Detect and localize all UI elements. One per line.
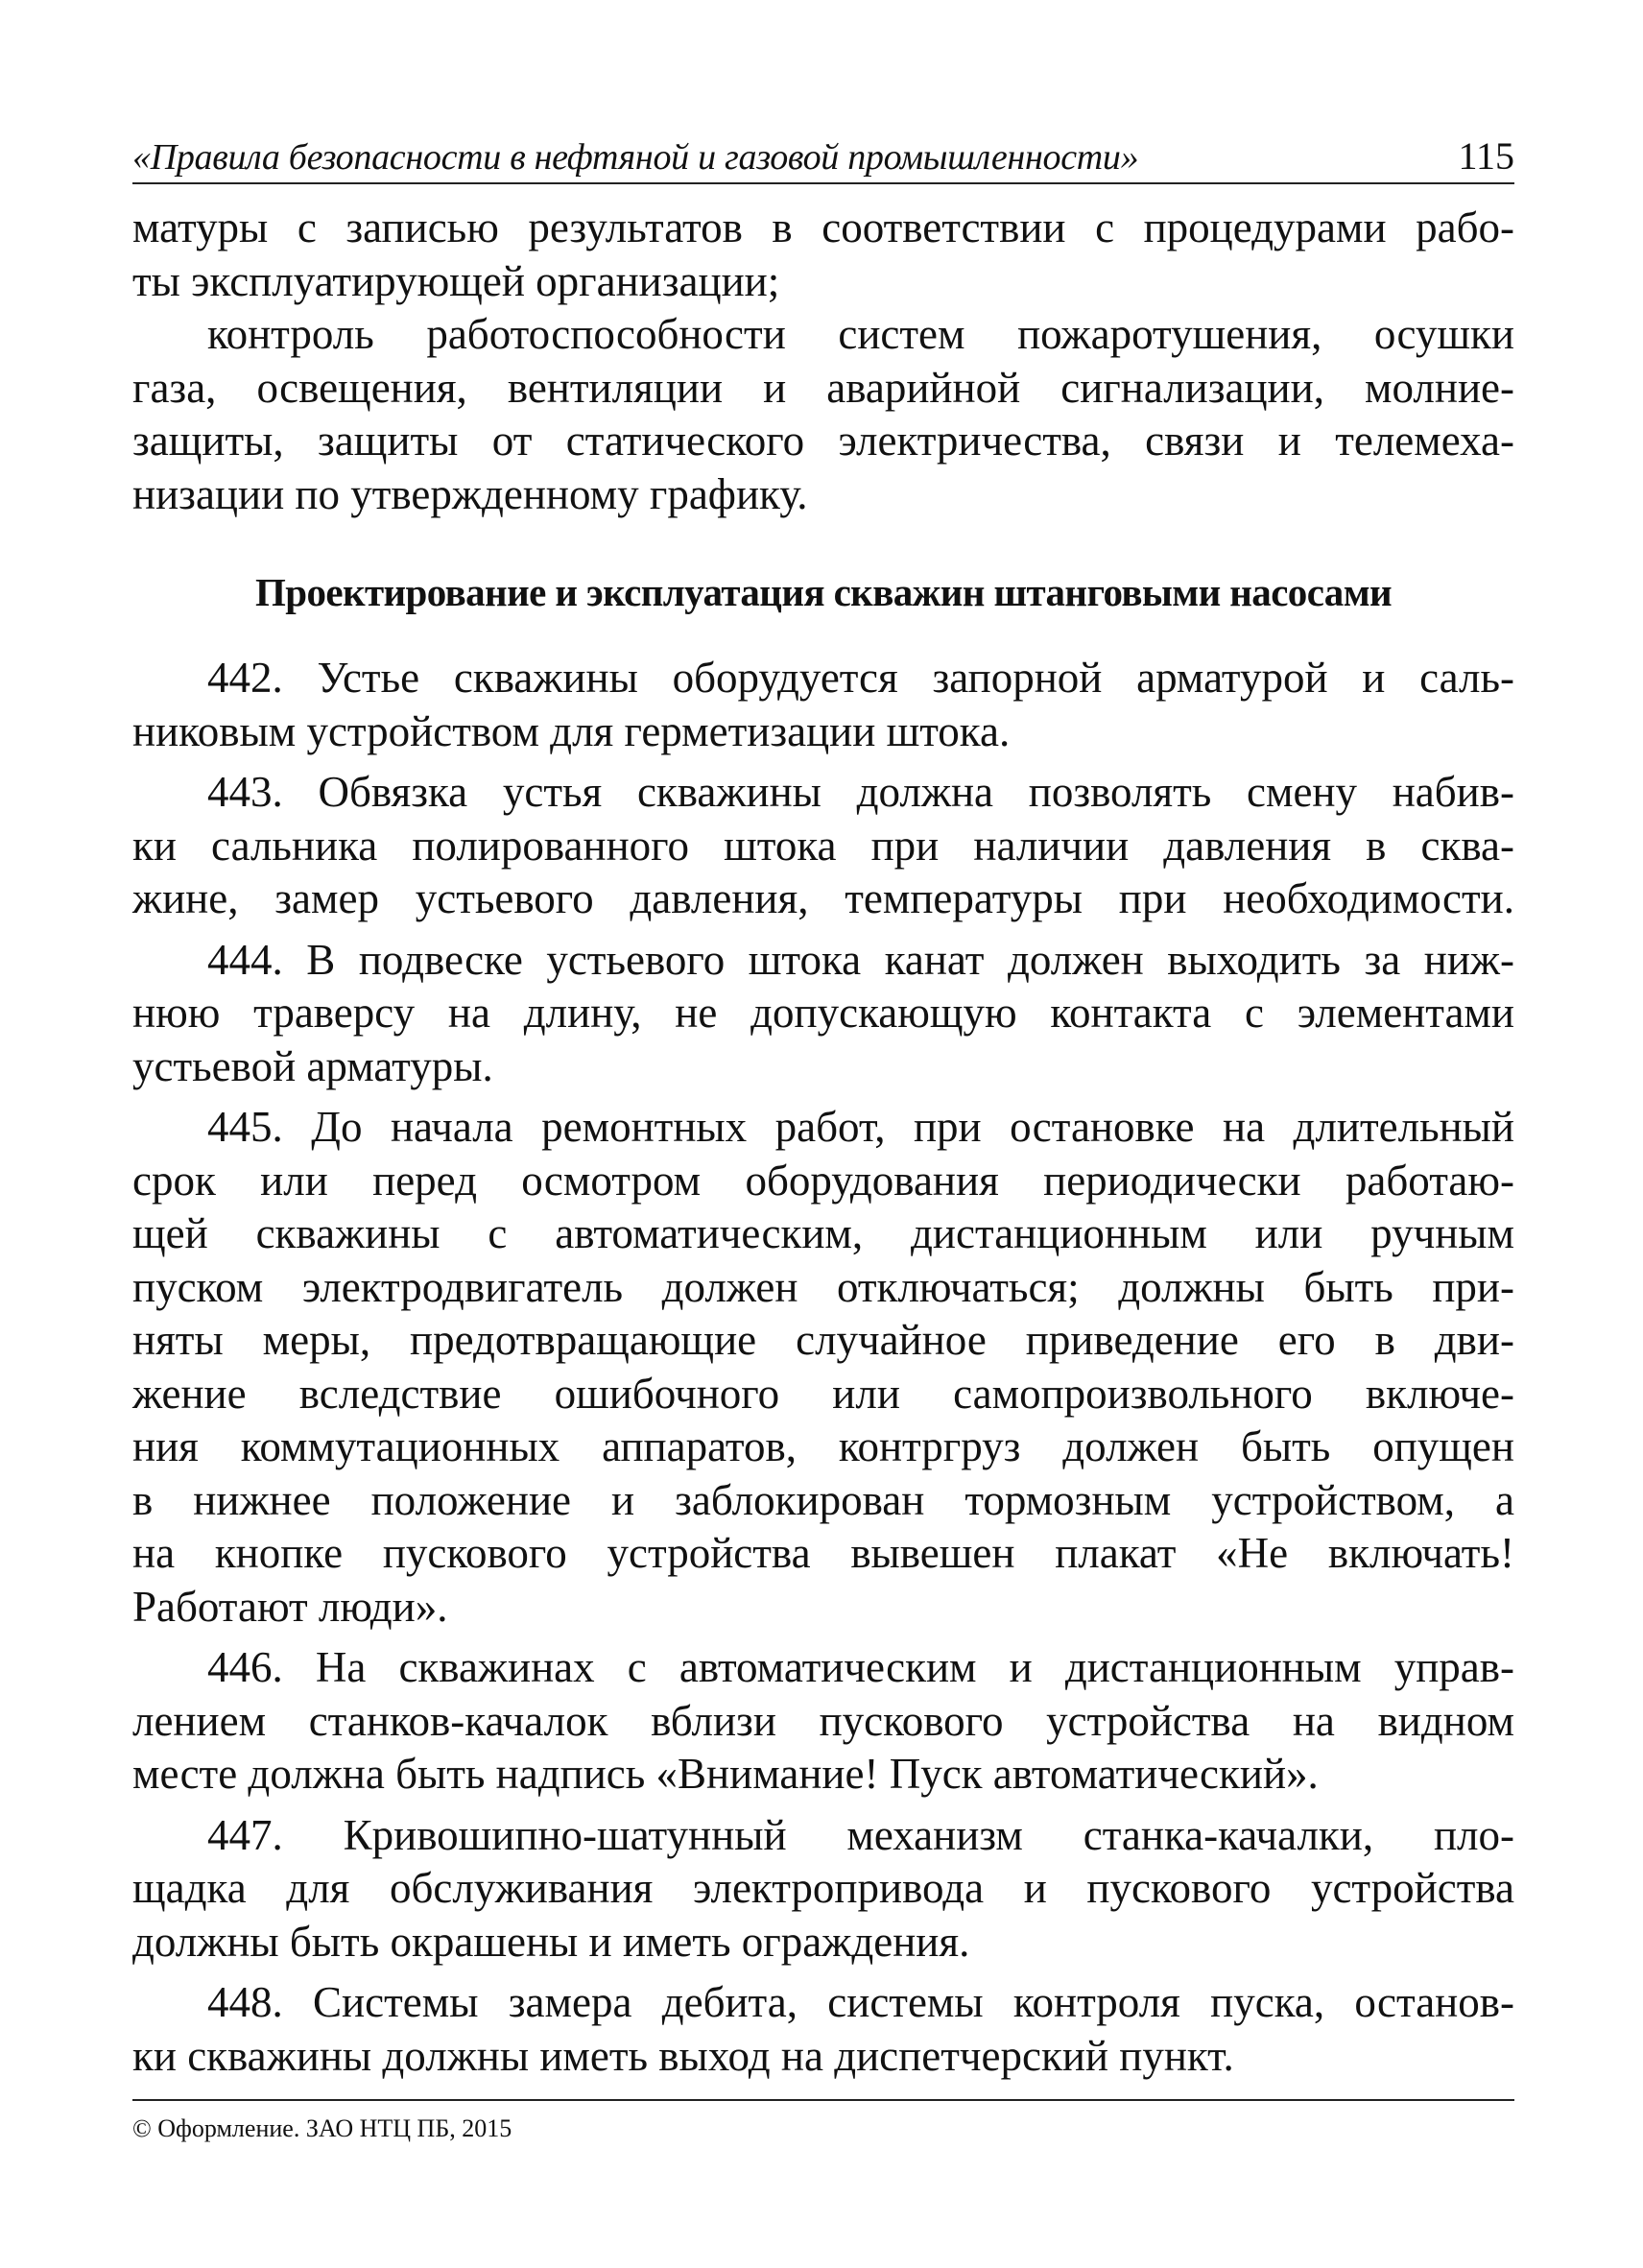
text-line: жине, замер устьевого давления, температуры при необходимости. <box>132 874 1514 922</box>
text-line: жение вследствие ошибочного или самопроизвольного включе- <box>132 1369 1514 1418</box>
text-line: месте должна быть надпись «Внимание! Пуск автоматический». <box>132 1750 1319 1798</box>
page-number: 115 <box>1458 134 1514 178</box>
text-line: 443. Обвязка устья скважины должна позволять смену набив- <box>207 768 1514 816</box>
text-line: лением станков-качалок вблизи пускового устройства на видном <box>132 1696 1514 1745</box>
copyright-notice: © Оформление. ЗАО НТЦ ПБ, 2015 <box>132 2114 512 2142</box>
text-line: на кнопке пускового устройства вывешен плакат «Не включать! <box>132 1529 1514 1577</box>
document-page <box>132 0 1514 2268</box>
text-line: щадка для обслуживания электропривода и пускового устройства <box>132 1864 1514 1912</box>
paragraph-control <box>132 308 1514 521</box>
text-line: щей скважины с автоматическим, дистанционным или ручным <box>132 1209 1514 1257</box>
text-line: 448. Системы замера дебита, системы контроля пуска, останов- <box>207 1978 1514 2026</box>
text-line: Работают люди». <box>132 1582 448 1631</box>
running-title: «Правила безопасности в нефтяной и газовой промышленности» <box>132 137 1139 178</box>
paragraph-446 <box>132 1641 1514 1802</box>
paragraph-442 <box>132 652 1514 758</box>
text-line: газа, освещения, вентиляции и аварийной сигнализации, молние- <box>132 363 1514 412</box>
body-text <box>132 202 1514 2083</box>
text-line: устьевой арматуры. <box>132 1041 493 1090</box>
section-heading: Проектирование и эксплуатация скважин штанговыми насосами <box>254 570 1393 614</box>
text-line: низации по утвержденному графику. <box>132 469 808 518</box>
text-line: ты эксплуатирующей организации; <box>132 256 780 305</box>
text-line: 447. Кривошипно-шатунный механизм станка-качалки, пло- <box>207 1810 1514 1859</box>
text-line: контроль работоспособности систем пожаротушения, осушки <box>207 310 1514 358</box>
text-line: 446. На скважинах с автоматическим и дистанционным управ- <box>207 1643 1514 1691</box>
text-line: пуском электродвигатель должен отключаться; должны быть при- <box>132 1262 1514 1311</box>
paragraph-445 <box>132 1101 1514 1634</box>
text-line: в нижнее положение и заблокирован тормозным устройством, а <box>132 1475 1514 1524</box>
paragraph-443 <box>132 766 1514 926</box>
text-line: ки скважины должны иметь выход на диспетчерский пункт. <box>132 2031 1234 2080</box>
text-line: 442. Устье скважины оборудуется запорной арматурой и саль- <box>207 654 1514 702</box>
paragraph-444 <box>132 934 1514 1094</box>
paragraph-continuation <box>132 202 1514 308</box>
text-line: нюю траверсу на длину, не допускающую контакта с элементами <box>132 989 1514 1037</box>
text-line: 444. В подвеске устьевого штока канат должен выходить за ниж- <box>207 935 1514 984</box>
paragraph-447 <box>132 1809 1514 1970</box>
text-line: няты меры, предотвращающие случайное приведение его в дви- <box>132 1316 1514 1364</box>
text-line: ки сальника полированного штока при наличии давления в сква- <box>132 821 1514 870</box>
text-line: защиты, защиты от статического электричества, связи и телемеха- <box>132 417 1514 465</box>
running-head <box>132 127 1514 184</box>
text-line: матуры с записью результатов в соответствии с процедурами рабо- <box>132 203 1514 251</box>
text-line: ния коммутационных аппаратов, контргруз должен быть опущен <box>132 1422 1514 1470</box>
text-line: срок или перед осмотром оборудования периодически работаю- <box>132 1156 1514 1205</box>
text-line: 445. До начала ремонтных работ, при остановке на длительный <box>207 1103 1514 1151</box>
text-line: никовым устройством для герметизации штока. <box>132 706 1011 755</box>
paragraph-448 <box>132 1976 1514 2083</box>
page-footer <box>132 2099 1514 2143</box>
text-line: должны быть окрашены и иметь ограждения. <box>132 1917 970 1966</box>
